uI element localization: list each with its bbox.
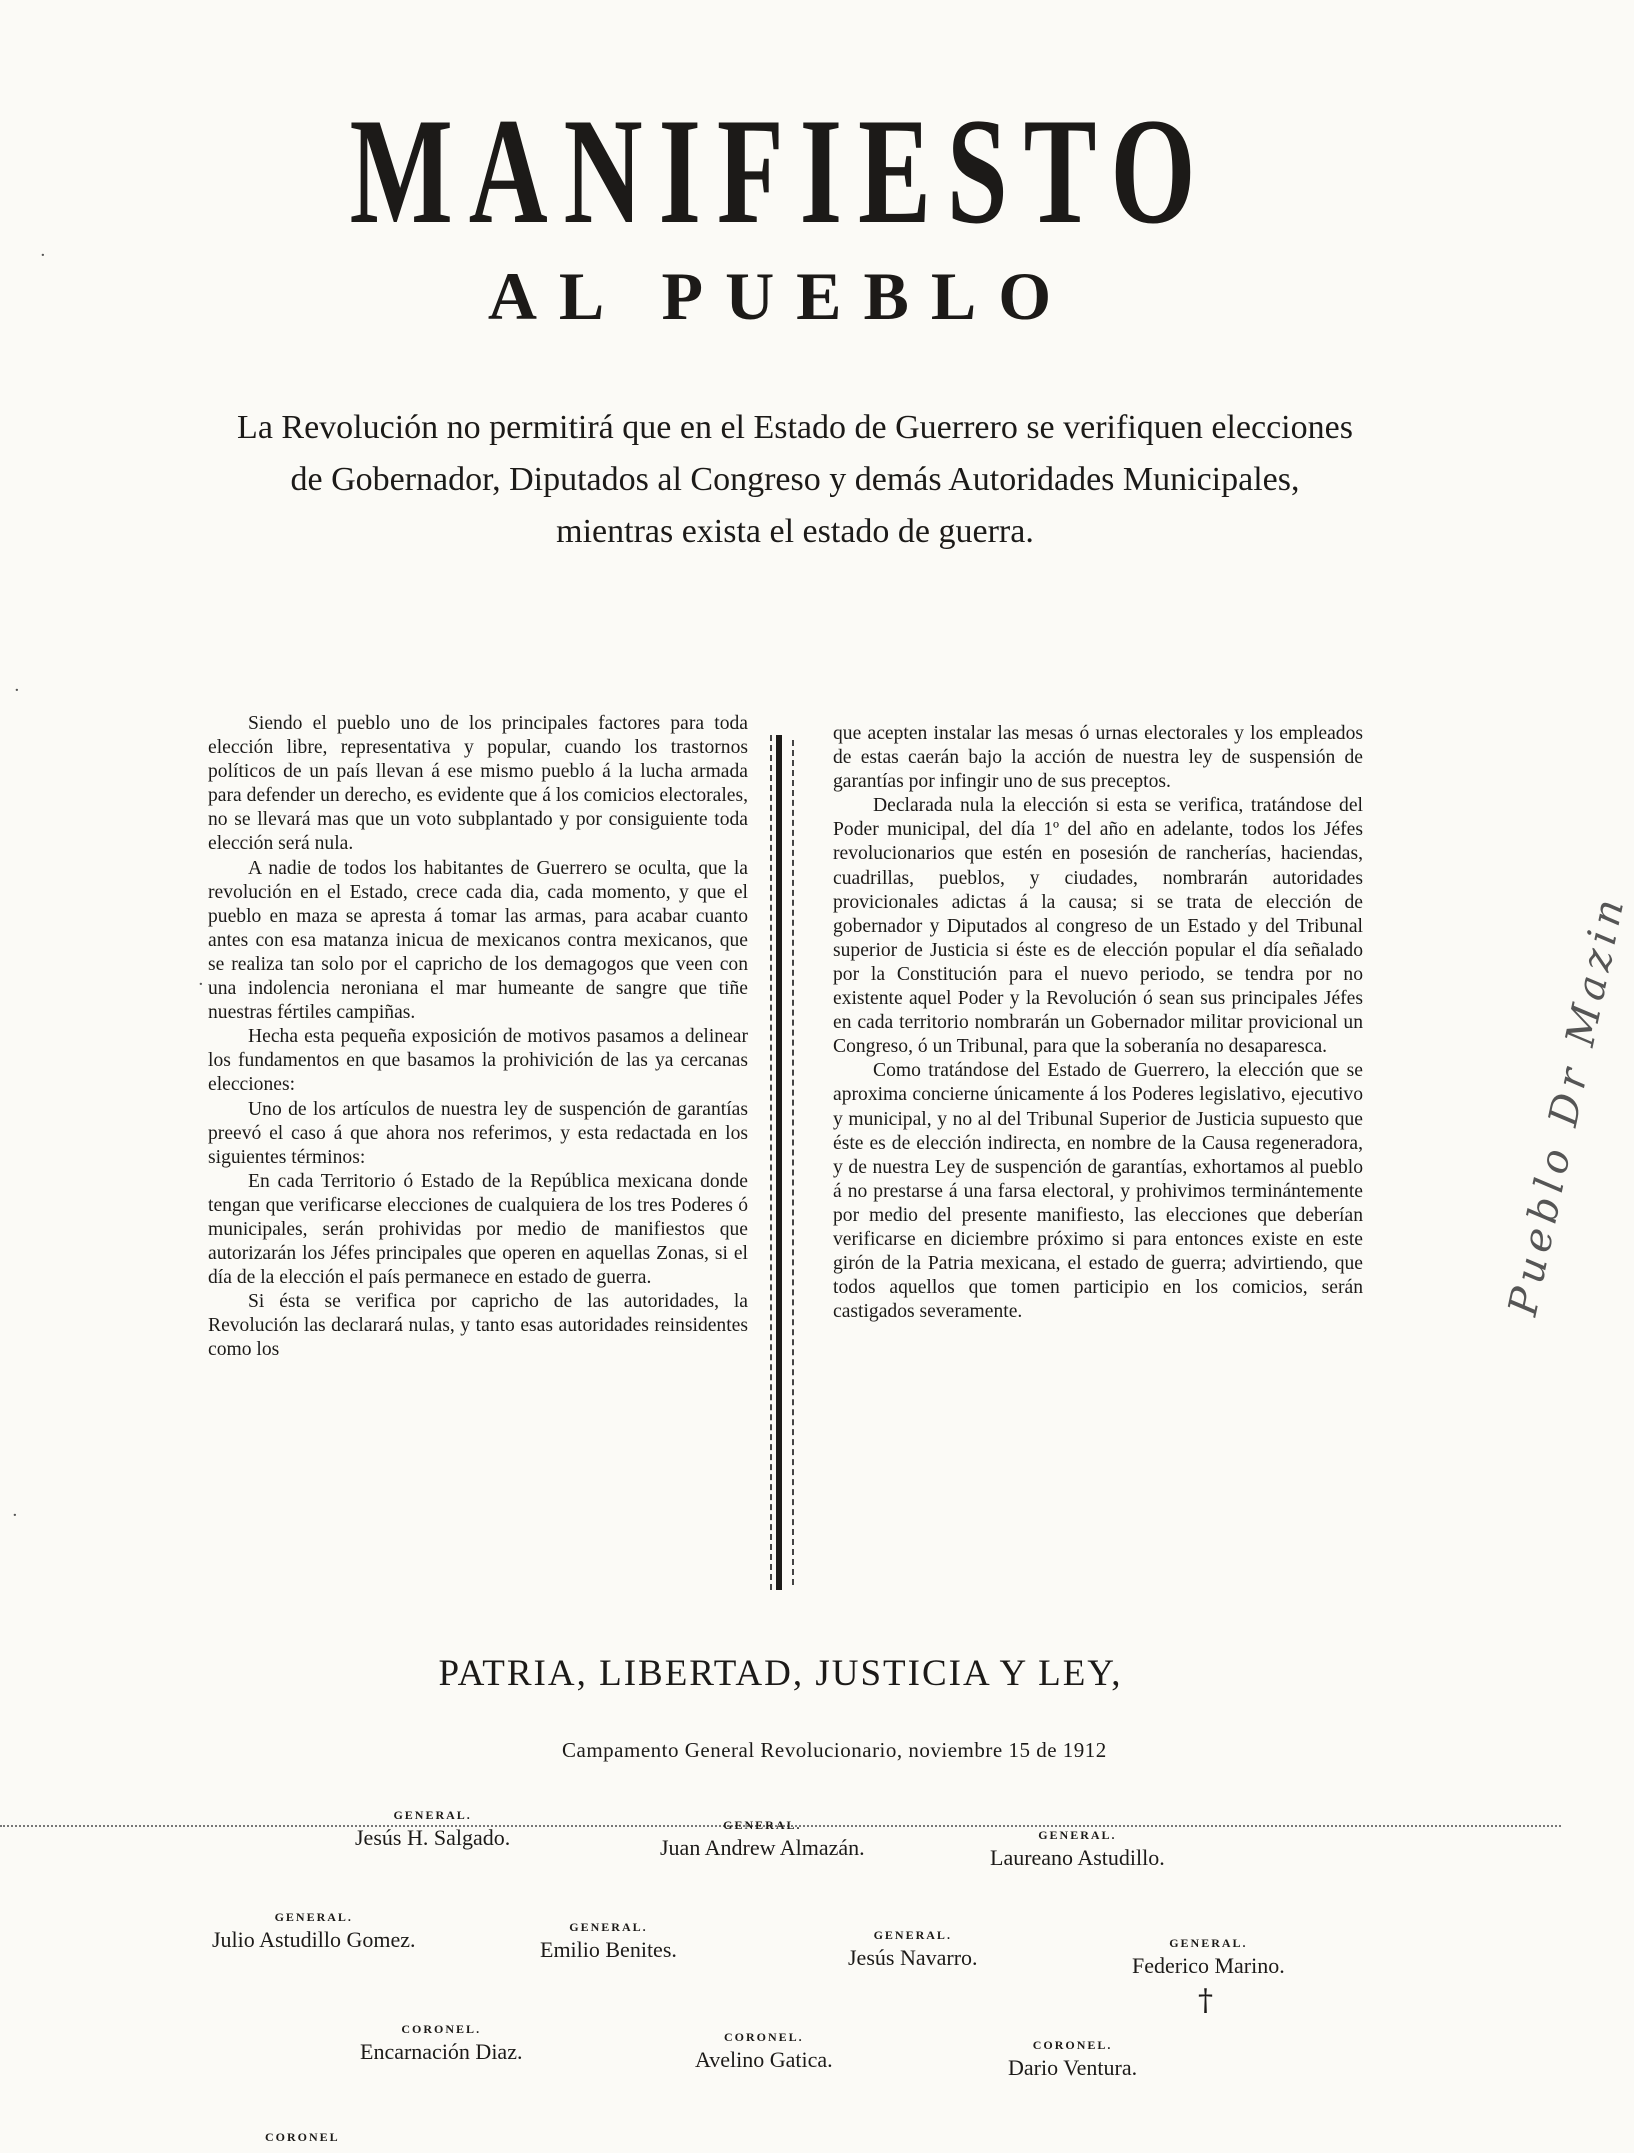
paper-speck: ·	[198, 974, 204, 995]
lead-line: La Revolución no permitirá que en el Estado de Guerrero se verifiquen elecciones	[237, 409, 1353, 446]
signature-name: Jesús H. Salgado.	[355, 1825, 511, 1850]
place-date: Campamento General Revolucionario, noviembre 15 de 1912	[562, 1738, 1107, 1762]
signature-rank: GENERAL.	[1038, 1828, 1117, 1842]
signature	[1132, 1936, 1285, 1979]
cross-mark: †	[1198, 1983, 1213, 2018]
signature-name: Jesús Navarro.	[848, 1945, 978, 1970]
signature-name: Encarnación Diaz.	[360, 2039, 523, 2064]
signature-rank: CORONEL.	[401, 2022, 482, 2036]
paper-speck: ·	[40, 245, 46, 266]
column-divider-dashed	[792, 740, 794, 1585]
paragraph: Hecha esta pequeña exposición de motivos pasamos a delinear los fundamentos en que basamos la prohivición de las ya cercanas elecciones:	[208, 1026, 748, 1096]
signature	[212, 1910, 416, 1953]
motto: PATRIA, LIBERTAD, JUSTICIA Y LEY,	[438, 1653, 1123, 1694]
paper-speck: ·	[14, 680, 20, 701]
signature-rank: GENERAL.	[569, 1920, 648, 1934]
document-subtitle: AL PUEBLO	[487, 258, 1074, 334]
lead-statement	[150, 402, 1440, 558]
paragraph: Como tratándose del Estado de Guerrero, la elección que se aproxima concierne únicamente á los Poderes legislativo, ejecutivo y municipal, y no al del Tribunal Superior de Justicia supuesto que éste es de elección indirecta, en nombre de la Causa regeneradora, y de nuestra Ley de suspención de garantías, exhortamos al pueblo á no prestarse á una farsa electoral, y prohivimos terminántemente por medio del presente manifiesto, las elecciones que deberían verificarse en diciembre próximo si para entonces existe en este girón de la Patria mexicana, el estado de guerra; advirtiendo, que todos aquellos que tomen participio en los comicios, serán castigados severamente.	[833, 1060, 1363, 1323]
signature	[540, 1920, 677, 1963]
paragraph: En cada Territorio ó Estado de la República mexicana donde tengan que verificarse elecciones de cualquiera de los tres Poderes ó municipales, serán prohividas por medio de manifiestos que autorizarán los Jéfes principales que operen en aquellas Zonas, si el día de la elección el país permanece en estado de guerra.	[208, 1170, 748, 1289]
signature	[990, 1828, 1165, 1871]
paragraph: que acepten instalar las mesas ó urnas electorales y los empleados de estas caerán bajo la acción de nuestra ley de suspensión de garantías por infingir uno de sus preceptos.	[833, 723, 1363, 793]
body-column-left	[208, 712, 748, 1363]
paragraph: Si ésta se verifica por capricho de las autoridades, la Revolución las declarará nulas, y tanto esas autoridades reinsidentes como los	[208, 1291, 748, 1361]
signature	[660, 1818, 865, 1861]
signature-rank: GENERAL.	[1169, 1936, 1248, 1950]
signature-rank: CORONEL	[265, 2130, 340, 2144]
signature	[848, 1928, 978, 1971]
handwritten-margin-note: Pueblo Dr Mazin	[1500, 889, 1634, 1320]
document-title: MANIFIESTO	[349, 87, 1212, 255]
signature-rank: CORONEL.	[1032, 2038, 1113, 2052]
signature-name: Julio Astudillo Gomez.	[212, 1927, 416, 1952]
signature	[360, 2022, 522, 2065]
signature-name: Avelino Gatica.	[695, 2047, 833, 2072]
paragraph: Uno de los artículos de nuestra ley de suspención de garantías preevó el caso á que ahora nos referimos, y esta redactada en los siguientes términos:	[208, 1098, 748, 1168]
signature-name: Emilio Benites.	[540, 1937, 677, 1962]
lead-line: de Gobernador, Diputados al Congreso y demás Autoridades Municipales,	[290, 461, 1300, 498]
paragraph: A nadie de todos los habitantes de Guerrero se oculta, que la revolución en el Estado, crece cada dia, cada momento, y que el pueblo en maza se apresta á tomar las armas, para acabar cuanto antes con esa matanza inicua de mexicanos contra mexicanos, que se realiza tan solo por el capricho de los demagogos que veen con una indolencia neroniana el mar humeante de sangre que tiñe nuestras fértiles campiñas.	[208, 857, 748, 1024]
signature	[265, 2130, 340, 2147]
column-divider	[776, 735, 782, 1590]
paragraph: Siendo el pueblo uno de los principales factores para toda elección libre, representativa y popular, cuando los trastornos políticos de un país llevan á ese mismo pueblo á la lucha armada para defender un derecho, es evidente que á los comicios electorales, no se llevará mas que un voto subplantado y por consiguiente toda elección será nula.	[208, 713, 748, 855]
signature-name: Dario Ventura.	[1008, 2055, 1138, 2080]
signature-rank: GENERAL.	[873, 1928, 952, 1942]
paragraph: Declarada nula la elección si esta se verifica, tratándose del Poder municipal, del día 1º del año en adelante, todos los Jéfes revolucionarios que estén en posesión de rancherías, haciendas, cuadrillas, pueblos, y ciudades, nombrarán autoridades provicionales adictas á la causa; si se trata de elección de gobernador y Diputados al congreso de un Estado y del Tribunal superior de Justicia si éste es de elección popular el día señalado por la Constitución para el nuevo periodo, se tendra por no existente aquel Poder y la Revolución ó sean sus principales Jéfes en cada territorio nombrarán un Gobernador militar provicional un Congreso, ó un Tribunal, para que la soberanía no desaparesca.	[833, 795, 1363, 1058]
signature	[695, 2030, 833, 2073]
signature-name: Laureano Astudillo.	[990, 1845, 1165, 1870]
signature-rank: GENERAL.	[274, 1910, 353, 1924]
column-divider-dashed	[770, 735, 772, 1590]
signature-name: Federico Marino.	[1132, 1953, 1285, 1978]
body-column-right	[833, 722, 1363, 1324]
lead-line: mientras exista el estado de guerra.	[556, 513, 1034, 550]
signature	[355, 1808, 510, 1851]
paper-speck: ·	[12, 1505, 18, 1526]
signature-rank: GENERAL.	[393, 1808, 472, 1822]
signature-name: Juan Andrew Almazán.	[660, 1835, 865, 1860]
signature-rank: CORONEL.	[723, 2030, 804, 2044]
signature	[1008, 2038, 1137, 2081]
signature-rank: GENERAL.	[723, 1818, 802, 1832]
